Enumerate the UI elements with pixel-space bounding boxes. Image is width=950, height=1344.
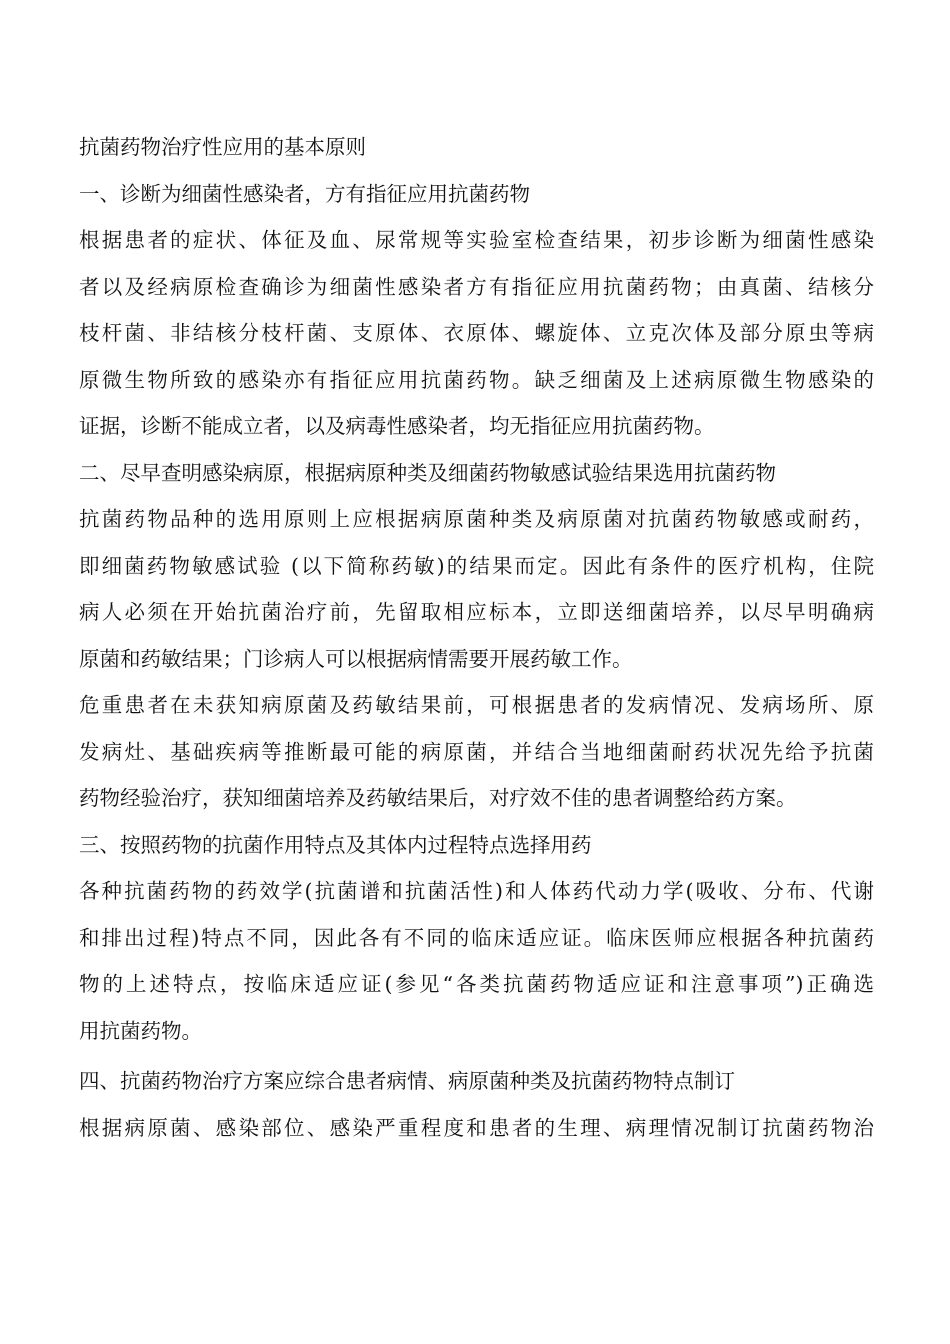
paragraph-line: 者以及经病原检查确诊为细菌性感染者方有指征应用抗菌药物；由真菌、结核分	[79, 274, 874, 299]
paragraph-line: 原微生物所致的感染亦有指征应用抗菌药物。缺乏细菌及上述病原微生物感染的	[79, 367, 874, 392]
paragraph-line: 发病灶、基础疾病等推断最可能的病原菌，并结合当地细菌耐药状况先给予抗菌	[79, 739, 874, 764]
paragraph-line: 即细菌药物敏感试验 (以下简称药敏)的结果而定。因此有条件的医疗机构，住院	[79, 553, 874, 578]
paragraph-line: 药物经验治疗，获知细菌培养及药敏结果后，对疗效不佳的患者调整给药方案。	[79, 786, 797, 810]
paragraph-line: 根据患者的症状、体征及血、尿常规等实验室检查结果，初步诊断为细菌性感染	[79, 228, 874, 252]
paragraph-line: 枝杆菌、非结核分枝杆菌、支原体、衣原体、螺旋体、立克次体及部分原虫等病	[79, 321, 874, 345]
section-1-heading: 一、诊断为细菌性感染者，方有指征应用抗菌药物	[79, 181, 530, 206]
paragraph-line: 病人必须在开始抗菌治疗前，先留取相应标本，立即送细菌培养，以尽早明确病	[79, 600, 874, 624]
paragraph-line: 和排出过程)特点不同，因此各有不同的临床适应证。临床医师应根据各种抗菌药	[79, 925, 874, 950]
paragraph-line: 抗菌药物品种的选用原则上应根据病原菌种类及病原菌对抗菌药物敏感或耐药，	[79, 507, 874, 531]
section-3-heading: 三、按照药物的抗菌作用特点及其体内过程特点选择用药	[79, 832, 592, 857]
section-2-heading: 二、尽早查明感染病原，根据病原种类及细菌药物敏感试验结果选用抗菌药物	[79, 460, 776, 485]
paragraph-line: 物的上述特点，按临床适应证(参见“各类抗菌药物适应证和注意事项”)正确选	[79, 972, 874, 996]
paragraph-line: 原菌和药敏结果；门诊病人可以根据病情需要开展药敏工作。	[79, 646, 633, 671]
section-4-heading: 四、抗菌药物治疗方案应综合患者病情、病原菌种类及抗菌药物特点制订	[79, 1069, 735, 1093]
document-body	[79, 124, 874, 1151]
paragraph-line: 各种抗菌药物的药效学(抗菌谱和抗菌活性)和人体药代动力学(吸收、分布、代谢	[79, 879, 874, 903]
paragraph-line: 危重患者在未获知病原菌及药敏结果前，可根据患者的发病情况、发病场所、原	[79, 693, 874, 717]
paragraph-line: 用抗菌药物。	[79, 1018, 202, 1043]
document-title: 抗菌药物治疗性应用的基本原则	[79, 135, 366, 159]
paragraph-line: 根据病原菌、感染部位、感染严重程度和患者的生理、病理情况制订抗菌药物治	[79, 1115, 874, 1140]
paragraph-line: 证据，诊断不能成立者，以及病毒性感染者，均无指征应用抗菌药物。	[79, 414, 715, 438]
